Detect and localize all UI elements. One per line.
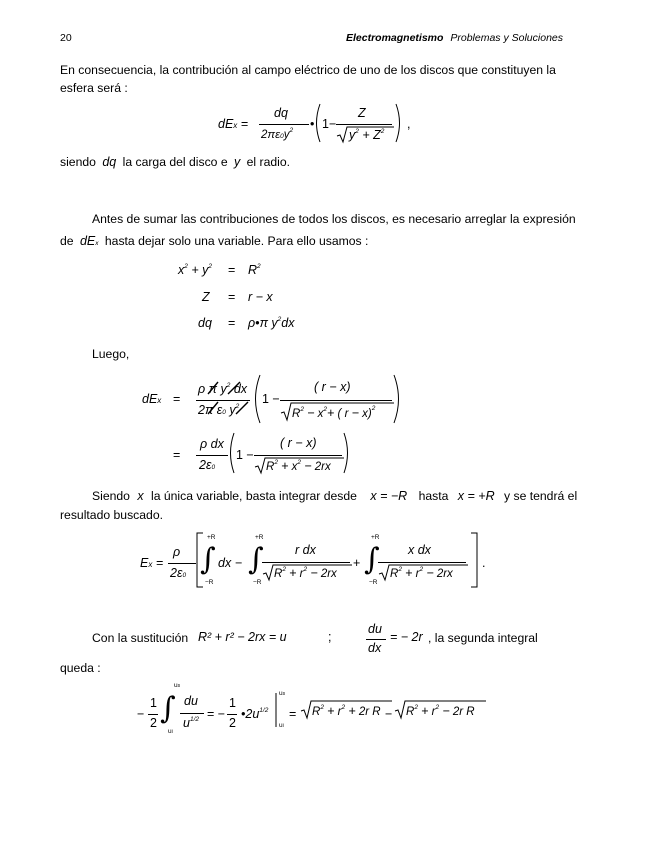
book-subtitle: Problemas y Soluciones <box>450 32 563 44</box>
paragraph-1-line-2: esfera será : <box>60 81 128 95</box>
substitution-tail: , la segunda integral <box>428 631 538 645</box>
queda-label: queda : <box>60 661 101 675</box>
luego-label: Luego, <box>92 347 130 361</box>
running-header <box>346 32 563 44</box>
document-page: 20 Electromagnetismo Problemas y Soluciones En consecuencia, la contribución al campo eléctrico de uno de los discos que constituyen la esfera será : dEx = dq $2\pi\varepsilon 0y^2$ • 1− Z $y^2 + Z^2$ , siendo dq la carga del disco e y el radio. Antes de sumar las contribuciones de todos los discos, es necesario arreglar la expresión de dEx hasta dejar solo una variable. Para ello usamos : $x^2 + y^2$ = $R^2$ Z = r − x dq = ρ•π $y^2dx$ Luego, dEx = ρ π $y^2$ dx 2π ε0 $y^2$ 1 − ( r − x) $R^2 - x^2+$ ( r − x)$^2$ = ρ dx 2ε0 1 − ( r − x) $R^2 + x^2 - 2rx$ Siendo x la única variable, basta integrar desde x = −R hasta x = +R y se tendrá el resultado buscado. Ex = ρ 2ε0 +R ∫ −R dx − +R ∫ −R r dx $R^2 + r^2 - 2rx$ + +R ∫ −R x dx $R^2 + r^2 - 2rx$ . Con la sustitución R² + r² − 2rx = u ; du dx = − 2r , la segunda integral queda : − 1 2 us ∫ ui du $u^{1/2}$ = − 1 2 $•2u^{1/2}$ us ui = $R^2 + r^2 + 2r$ R − $R^2 + r^2 - 2r$ R <box>60 32 578 735</box>
substitution-separator: ; <box>328 630 332 644</box>
paragraph-2-line-2: de dEx hasta dejar solo una variable. Para ello usamos : <box>60 234 369 248</box>
definition-line: siendo dq la carga del disco e y el radio. <box>60 155 291 169</box>
page-number: 20 <box>60 32 72 44</box>
paragraph-1-line-1: En consecuencia, la contribución al campo eléctrico de uno de los discos que constituyen la <box>60 63 556 77</box>
paragraph-3-line-2: resultado buscado. <box>60 508 163 522</box>
book-title: Electromagnetismo <box>345 32 444 44</box>
substitution-line: Con la sustitución <box>92 631 189 645</box>
paragraph-2-line-1: Antes de sumar las contribuciones de todos los discos, es necesario arreglar la expresión <box>92 212 576 226</box>
paragraph-3-line-1: Siendo x la única variable, basta integrar desde x = −R hasta x = +R y se tendrá el <box>92 489 578 503</box>
substitution-expression: R² + r² − 2rx = u <box>198 630 287 644</box>
